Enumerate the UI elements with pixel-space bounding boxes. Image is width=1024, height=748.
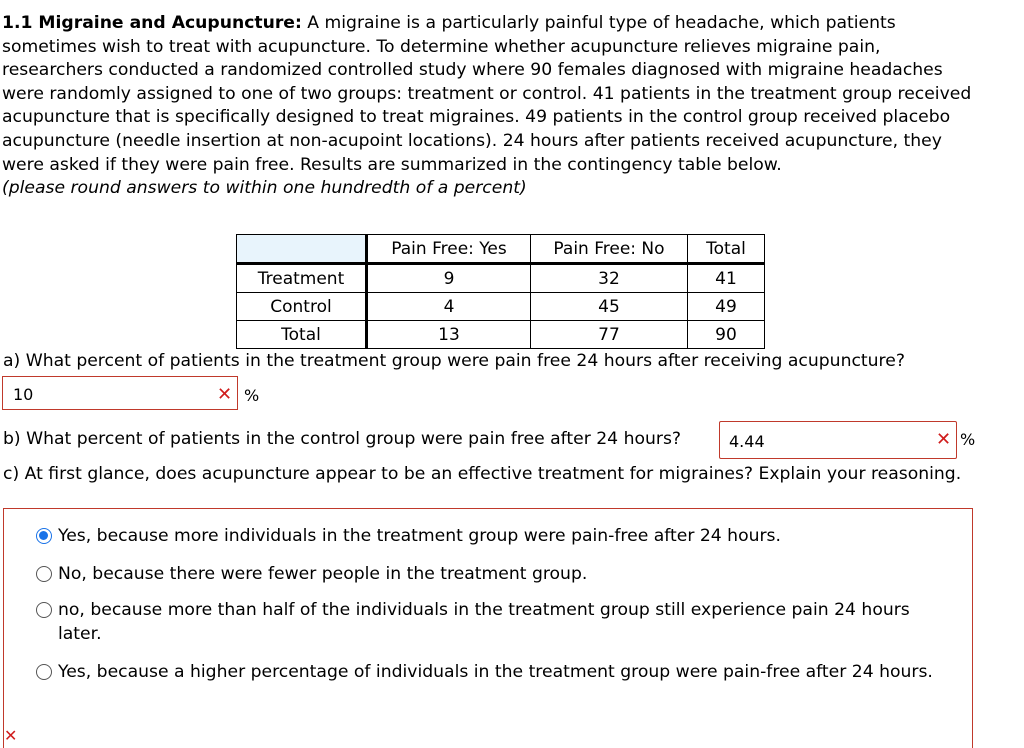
table-row [237, 264, 765, 293]
radio-icon[interactable] [36, 566, 52, 582]
x-mark-icon: ✕ [4, 726, 18, 745]
table-cell: 41 [688, 264, 765, 293]
table-cell: 45 [531, 293, 688, 321]
problem-text: A migraine is a particularly painful type of headache, which patients sometimes wish to treat with acupuncture. To determine whether acupuncture relieves migraine pain, researchers conducted a randomized controlled study where 90 females diagnosed with migraine headaches were randomly assigned to one of two groups: treatment or control. 41 patients in the treatment group received acupuncture that is specifically designed to treat migraines. 49 patients in the control group received placebo acupuncture (needle insertion at non-acupoint locations). 24 hours after patients received acupuncture, they were asked if they were pain free. Results are summarized in the contingency table below. [2, 13, 972, 175]
table-cell: 90 [688, 321, 765, 349]
table-cell: 13 [367, 321, 531, 349]
problem-title: 1.1 Migraine and Acupuncture: [2, 13, 302, 33]
unit-percent-b: % [960, 430, 976, 449]
choice-label: Yes, because a higher percentage of individuals in the treatment group were pain-free after 24 hours. [58, 662, 933, 682]
choice-option[interactable] [36, 524, 958, 548]
rounding-note: (please round answers to within one hundredth of a percent) [2, 178, 527, 199]
radio-selected-icon[interactable] [36, 528, 52, 544]
contingency-table [236, 234, 765, 349]
table-cell: 9 [367, 264, 531, 293]
table-row [237, 321, 765, 349]
table-row [237, 293, 765, 321]
table-corner-cell [237, 235, 367, 264]
table-cell: 77 [531, 321, 688, 349]
problem-block [0, 12, 984, 201]
table-header: Pain Free: No [531, 235, 688, 264]
row-label: Total [237, 321, 367, 349]
row-label: Treatment [237, 264, 367, 293]
choice-option[interactable] [36, 660, 958, 684]
choice-option[interactable] [36, 562, 958, 586]
table-header: Total [688, 235, 765, 264]
radio-icon[interactable] [36, 664, 52, 680]
answer-b-input[interactable] [719, 421, 957, 459]
radio-icon[interactable] [36, 602, 52, 618]
answer-a-input[interactable] [2, 376, 238, 410]
choice-label: Yes, because more individuals in the treatment group were pain-free after 24 hours. [58, 526, 781, 546]
choice-label: No, because there were fewer people in the treatment group. [58, 564, 588, 584]
answer-b-value: 4.44 [729, 432, 765, 451]
answer-choices [3, 508, 973, 748]
question-a: a) What percent of patients in the treatment group were pain free 24 hours after receiving acupuncture? [3, 351, 905, 371]
table-header: Pain Free: Yes [367, 235, 531, 264]
table-cell: 4 [367, 293, 531, 321]
table-cell: 49 [688, 293, 765, 321]
question-c: c) At first glance, does acupuncture appear to be an effective treatment for migraines? Explain your reasoning. [3, 464, 962, 484]
problem-intro [2, 12, 984, 177]
question-b: b) What percent of patients in the control group were pain free after 24 hours? [3, 429, 682, 449]
unit-percent-a: % [244, 386, 260, 405]
table-cell: 32 [531, 264, 688, 293]
row-label: Control [237, 293, 367, 321]
x-mark-icon: ✕ [936, 429, 952, 450]
x-mark-icon: ✕ [217, 384, 233, 405]
choice-label: no, because more than half of the individuals in the treatment group still experience pain 24 hours later. [58, 600, 910, 644]
answer-a-value: 10 [13, 385, 34, 404]
choice-option[interactable] [36, 598, 958, 646]
